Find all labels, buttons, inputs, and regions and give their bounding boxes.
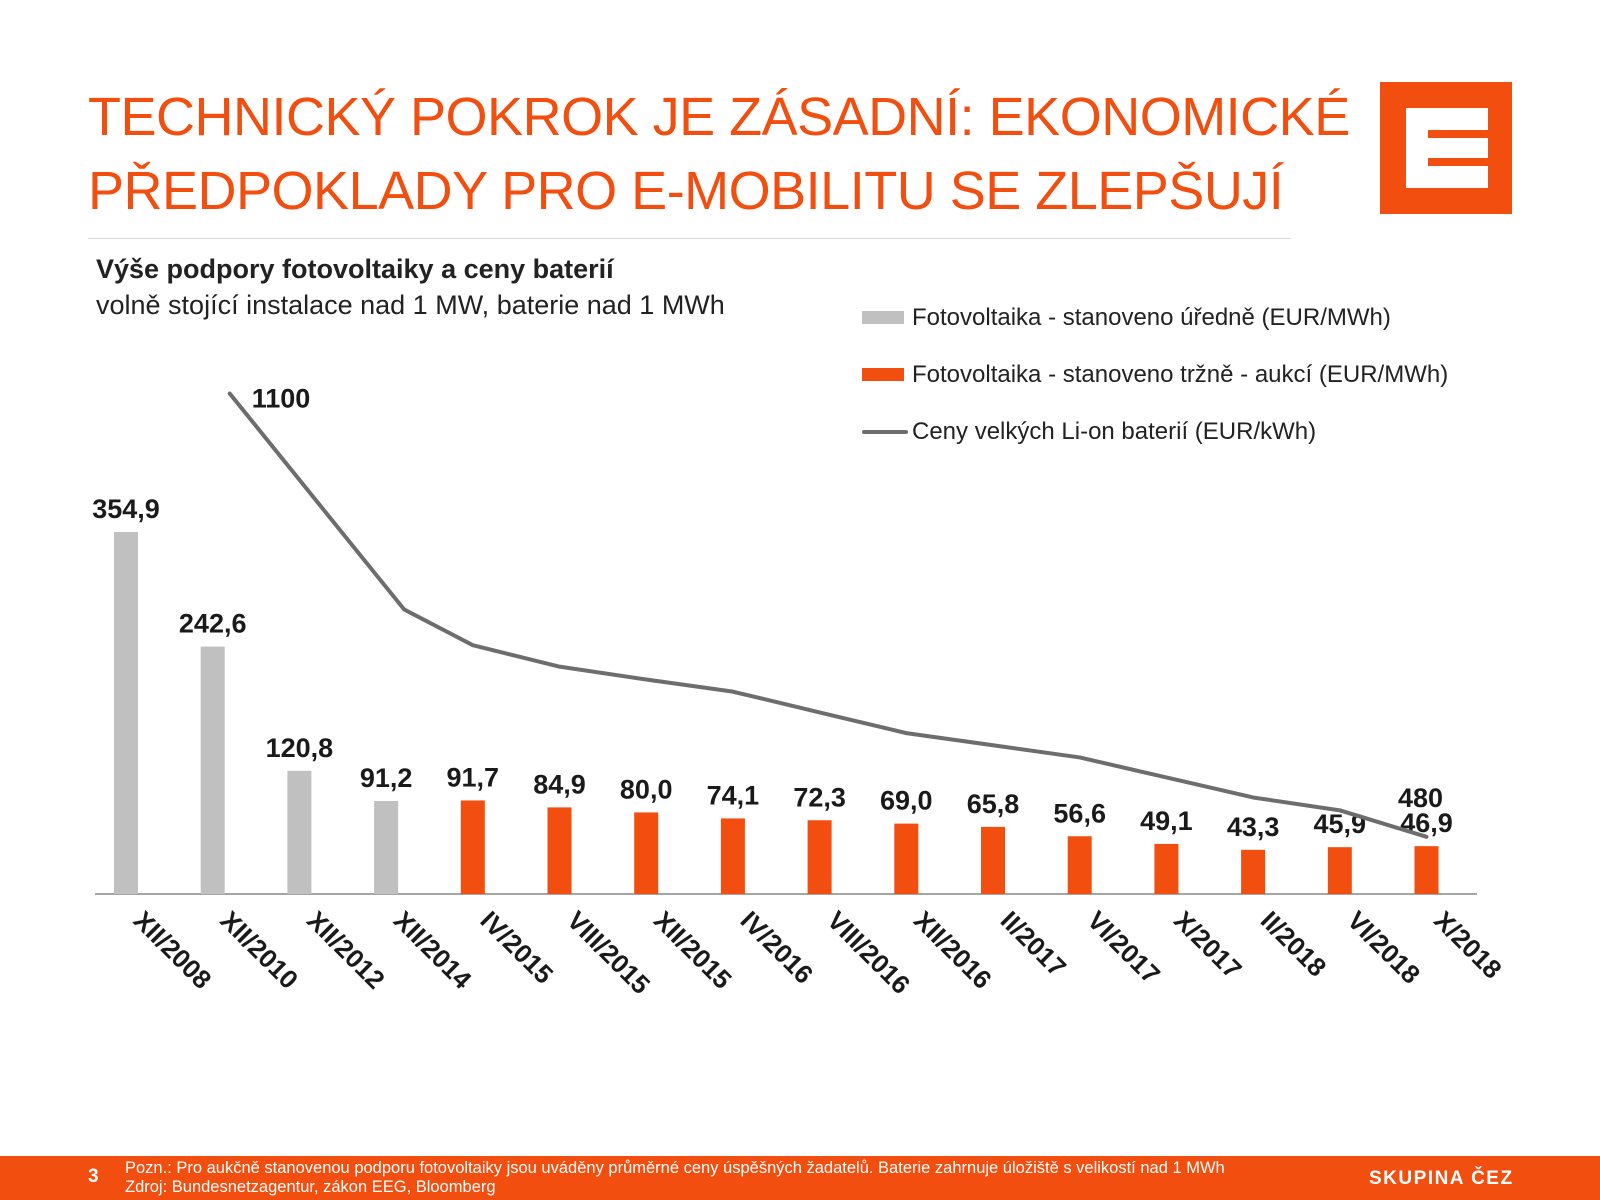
x-tick-label: VIII/2015 [561, 905, 657, 1000]
x-tick-label: XII/2010 [214, 905, 305, 995]
bar-iv-2015 [461, 800, 485, 894]
bar-value-label: 45,9 [1313, 809, 1367, 840]
bar-value-label: 91,2 [359, 762, 413, 793]
x-tick-label: XII/2014 [387, 905, 478, 995]
legend-label-pv-auction: Fotovoltaika - stanoveno tržně - aukcí (EUR/MWh) [912, 361, 1449, 388]
chart-subtitle: volně stojící instalace nad 1 MW, baterie nad 1 MWh [96, 290, 725, 320]
line-value-label: 1100 [251, 383, 311, 414]
line-value-label: 480 [1397, 782, 1444, 813]
x-tick-label: X/2017 [1168, 905, 1248, 985]
bar-xii-2016 [894, 824, 918, 894]
x-tick-label: XII/2015 [647, 905, 738, 995]
slide-title-line-1: TECHNICKÝ POKROK JE ZÁSADNÍ: EKONOMICKÉ [88, 87, 1350, 147]
bar-viii-2015 [548, 807, 572, 894]
x-tick-label: IV/2016 [734, 905, 820, 990]
bar-value-label: 72,3 [793, 782, 846, 813]
bar-value-label: 69,0 [880, 785, 933, 816]
bar-ii-2018 [1241, 850, 1265, 894]
bar-value-label: 354,9 [92, 494, 160, 524]
footer-note [125, 1159, 1225, 1197]
bar-value-label: 49,1 [1140, 805, 1193, 836]
bar-xii-2010 [201, 647, 225, 894]
bar-value-label: 120,8 [265, 732, 334, 763]
bar-value-label: 242,6 [178, 608, 247, 639]
page-number: 3 [88, 1166, 99, 1187]
bar-value-label: 56,6 [1053, 798, 1106, 829]
x-tick-label: II/2017 [994, 905, 1073, 983]
bar-value-label: 84,9 [533, 769, 586, 800]
footer-note-line-1: Pozn.: Pro aukčně stanovenou podporu fotovoltaiky jsou uváděny průměrné ceny úspěšných žadatelů. Baterie zahrnuje úložiště s velikostí nad 1 MWh [125, 1159, 1225, 1177]
bar-value-label: 80,0 [619, 774, 673, 805]
bar-vi-2017 [1068, 836, 1092, 894]
legend-label-pv-official: Fotovoltaika - stanoveno úředně (EUR/MWh) [912, 304, 1391, 331]
bar-x-2017 [1154, 844, 1178, 894]
bar-xii-2008 [114, 532, 138, 894]
x-tick-label: VIII/2016 [821, 905, 917, 1000]
bar-xii-2015 [634, 812, 658, 894]
bar-x-2018 [1415, 846, 1439, 894]
bar-vi-2018 [1328, 847, 1352, 894]
x-tick-label: II/2018 [1254, 905, 1333, 983]
x-tick-label: IV/2015 [474, 905, 560, 990]
x-tick-label: X/2018 [1428, 905, 1508, 985]
brand-name: SKUPINA ČEZ [1369, 1168, 1514, 1189]
bar-xii-2012 [287, 771, 311, 894]
bar-iv-2016 [721, 818, 745, 894]
x-tick-label: VI/2018 [1341, 905, 1427, 990]
bar-value-label: 43,3 [1226, 811, 1280, 842]
bar-value-label: 65,8 [966, 788, 1020, 819]
bar-viii-2016 [808, 820, 832, 894]
x-tick-label: XII/2016 [908, 905, 998, 995]
x-tick-label: XII/2008 [127, 905, 218, 995]
slide-title-line-2: PŘEDPOKLADY PRO E-MOBILITU SE ZLEPŠUJÍ [88, 161, 1284, 221]
x-tick-label: XII/2012 [301, 905, 391, 995]
bar-xii-2014 [374, 801, 398, 894]
bar-ii-2017 [981, 827, 1005, 894]
footer-note-line-2: Zdroj: Bundesnetzagentur, zákon EEG, Bloomberg [125, 1178, 496, 1196]
legend-label-battery: Ceny velkých Li-on baterií (EUR/kWh) [912, 418, 1317, 445]
bar-value-label: 91,7 [446, 762, 500, 793]
footer-bar [0, 1156, 1600, 1200]
x-tick-label: VI/2017 [1081, 905, 1167, 990]
bar-value-label: 46,9 [1400, 808, 1453, 839]
chart-title: Výše podpory fotovoltaiky a ceny baterií [96, 254, 614, 284]
bar-value-label: 74,1 [706, 780, 760, 811]
